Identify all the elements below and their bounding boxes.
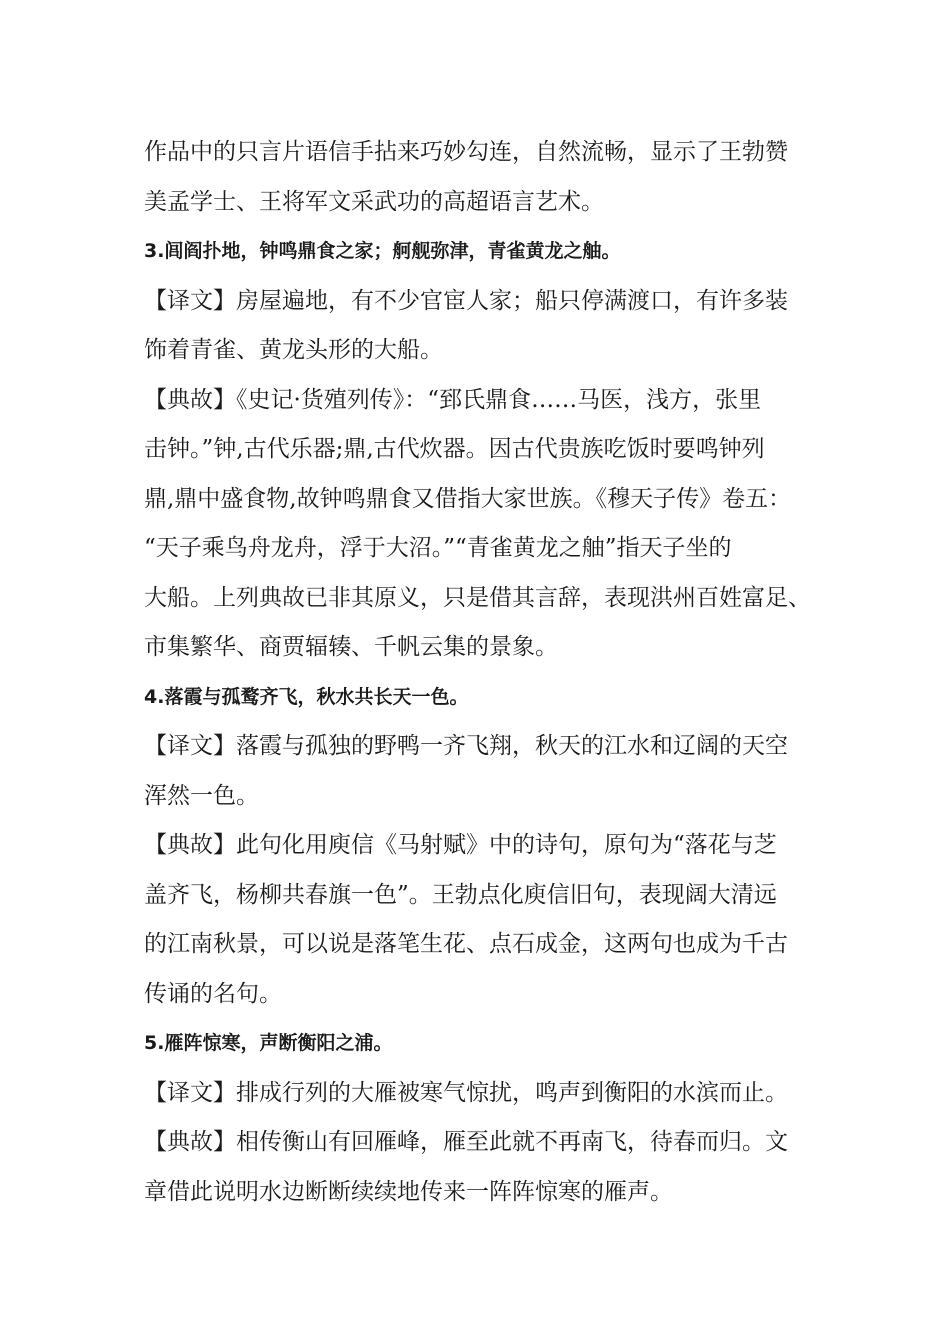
allusion-line: 传诵的名句。	[144, 980, 282, 1007]
paragraph-line: 作品中的只言片语信手拈来巧妙勾连，自然流畅，显示了王勃赞	[144, 139, 788, 165]
allusion-line: 【典故】此句化用庾信《马射赋》中的诗句，原句为“落花与芝	[144, 832, 777, 858]
translation-line: 【译文】排成行列的大雁被寒气惊扰，鸣声到衡阳的水滨而止。	[144, 1079, 788, 1106]
allusion-line: 的江南秋景，可以说是落笔生花、点石成金，这两句也成为千古	[144, 931, 788, 957]
translation-line: 【译文】落霞与孤独的野鸭一齐飞翔，秋天的江水和辽阔的天空	[144, 733, 788, 759]
allusion-line: 鼎,鼎中盛食物,故钟鸣鼎食又借指大家世族。《穆天子传》卷五：	[144, 485, 792, 512]
translation-line: 【译文】房屋遍地，有不少官宦人家；船只停满渡口，有许多装	[144, 287, 788, 314]
allusion-line: 击钟。”钟,古代乐器;鼎,古代炊器。因古代贵族吃饭时要鸣钟列	[144, 436, 765, 462]
allusion-line: 章借此说明水边断断续续地传来一阵阵惊寒的雁声。	[144, 1178, 673, 1205]
section-heading-5: 5.雁阵惊寒，声断衡阳之浦。	[144, 1032, 393, 1054]
allusion-line: “天子乘鸟舟龙舟，浮于大沼。”“青雀黄龙之舳”指天子坐的	[144, 535, 732, 561]
allusion-line: 盖齐飞，杨柳共春旗一色”。王勃点化庾信旧句，表现阔大清远	[144, 881, 777, 908]
allusion-line: 大船。上列典故已非其原义，只是借其言辞，表现洪州百姓富足、	[144, 584, 811, 611]
allusion-line: 【典故】相传衡山有回雁峰，雁至此就不再南飞，待春而归。文	[144, 1129, 788, 1155]
section-heading-3: 3.闾阎扑地，钟鸣鼎食之家；舸舰弥津，青雀黄龙之舳。	[144, 240, 621, 262]
allusion-line: 市集繁华、商贾辐辏、千帆云集的景象。	[144, 634, 558, 660]
translation-line: 饰着青雀、黄龙头形的大船。	[144, 337, 443, 363]
paragraph-line: 美孟学士、王将军文采武功的高超语言艺术。	[144, 188, 604, 215]
section-heading-4: 4.落霞与孤鹜齐飞，秋水共长天一色。	[144, 685, 469, 708]
allusion-line: 【典故】《史记·货殖列传》：“郅氏鼎食……马医，浅方，张里	[144, 386, 762, 413]
translation-line: 浑然一色。	[144, 782, 259, 809]
document-body	[144, 128, 824, 1217]
